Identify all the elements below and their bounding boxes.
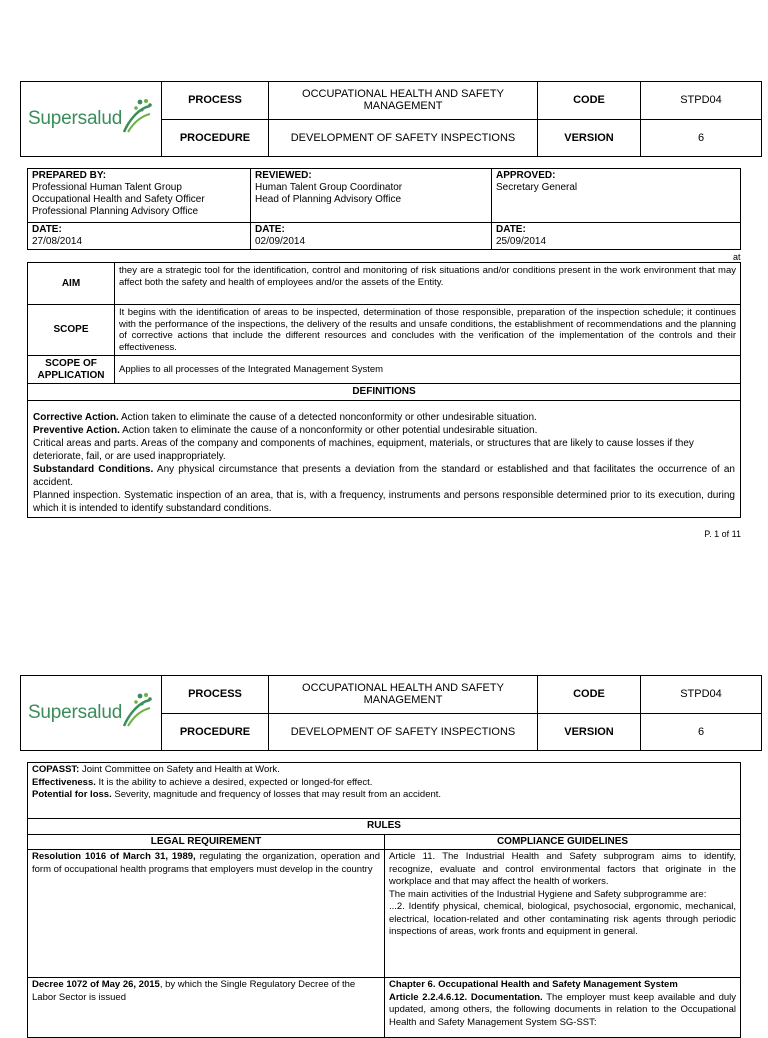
definition-critical: Critical areas and parts. Areas of the company and components of machines, equipment, materials, or structures that are likely to cause losses if they deteriorate, fail, or are used inappropriately. [33,437,694,462]
definition-substandard [33,463,735,489]
prepared-cell [28,169,251,223]
approved-line: Secretary General [496,182,578,193]
code-label: CODE [538,82,641,120]
definition-planned: Planned inspection. Systematic inspection of an area, that is, with a frequency, instruments and persons responsible determined prior to its execution, during which it is intended to identify substandard conditions. [33,489,735,514]
page-2-definitions [28,763,741,819]
definition-term: Preventive Action. [33,424,120,436]
compliance-guidelines-header: COMPLIANCE GUIDELINES [385,834,741,850]
process-value: OCCUPATIONAL HEALTH AND SAFETY MANAGEMENT [269,676,538,714]
procedure-label: PROCEDURE [162,119,269,157]
supersalud-logo-icon [120,690,154,730]
procedure-label: PROCEDURE [162,713,269,751]
logo-cell [21,82,162,157]
legal-requirement-title: Resolution 1016 of March 31, 1989, [32,851,196,862]
approved-date: 25/09/2014 [496,236,547,247]
logo-text: Supersalud [27,108,123,129]
reviewed-date-cell [251,223,492,250]
process-value: OCCUPATIONAL HEALTH AND SAFETY MANAGEMENT [269,82,538,120]
supersalud-logo-icon [120,96,154,136]
date-label: DATE: [32,224,62,235]
version-value: 6 [641,713,762,751]
definition-text: It is the ability to achieve a desired, expected or longed-for effect. [95,776,373,788]
prepared-line: Professional Human Talent Group [32,182,182,193]
aim-text: they are a strategic tool for the identification, control and monitoring of risk situations and/or conditions present in the work environment that may affect both the safety and health of employees and/or the assets of the Entity. [115,263,741,305]
document-header [20,81,762,157]
signature-table [27,168,741,250]
definition-text: Severity, magnitude and frequency of losses that may result from an accident. [111,789,442,800]
prepared-line: Professional Planning Advisory Office [32,206,199,217]
compliance-text: ...2. Identify physical, chemical, biological, psychosocial, ergonomic, mechanical, electrical, location-related and other contaminating risk agents through periodic inspections of areas, work fronts and equipment in general. [389,901,736,937]
legal-requirement-cell [28,978,385,1038]
definition-preventive [33,424,735,437]
legal-requirement-text: , by which the Single Regulatory Decree of the Labor Sector is issued [32,979,356,1003]
overflow-fragment: at [733,252,741,262]
approved-cell [492,169,741,223]
legal-requirement-text: regulating the organization, operation and form of occupational health programs that employers must develop in the country [32,851,380,875]
definition-term: Corrective Action. [33,411,119,423]
scope-text: It begins with the identification of areas to be inspected, determination of those responsible, preparation of the inspection schedule; it continues with the performance of the inspections, the delivery of the results and unsafe conditions, the establishment of recommendations and the planning of corrective actions that include the different resources and concludes with the verification of the implementation of the controls and their effectiveness. [115,305,741,356]
logo-text: Supersalud [27,702,123,723]
definitions-body [28,400,741,517]
reviewed-date: 02/09/2014 [255,236,306,247]
application-text: Applies to all processes of the Integrated Management System [115,356,741,384]
legal-requirement-title: Decree 1072 of May 26, 2015 [32,979,160,990]
definition-effectiveness [32,777,736,790]
compliance-text: Article 11. The Industrial Health and Safety subprogram aims to identify, recognize, evaluate and control environmental factors that originate in the workplace and that may affect the health of workers. [389,851,736,887]
definition-text: Action taken to eliminate the cause of a nonconformity or other potential undesirable situation. [119,424,538,436]
definition-term: Potential for loss. [32,789,112,800]
procedure-sections-table [27,262,741,518]
compliance-article-title: Article 2.2.4.6.12. Documentation. [389,991,543,1003]
legal-requirement-header: LEGAL REQUIREMENT [28,834,385,850]
reviewed-line: Head of Planning Advisory Office [255,194,402,205]
code-label: CODE [538,676,641,714]
compliance-guideline-cell [385,978,741,1038]
rules-label: RULES [28,819,741,835]
aim-label: AIM [28,263,115,305]
version-label: VERSION [538,119,641,157]
procedure-value: DEVELOPMENT OF SAFETY INSPECTIONS [269,119,538,157]
definition-text: Action taken to eliminate the cause of a detected nonconformity or other undesirable situation. [118,411,537,423]
approved-date-cell [492,223,741,250]
code-value: STPD04 [641,82,762,120]
process-label: PROCESS [162,676,269,714]
legal-requirement-cell [28,850,385,978]
prepared-label: PREPARED BY: [32,170,107,181]
prepared-date-cell [28,223,251,250]
definition-loss [32,789,736,802]
compliance-guideline-cell [385,850,741,978]
version-label: VERSION [538,713,641,751]
reviewed-line: Human Talent Group Coordinator [255,182,403,193]
date-label: DATE: [496,224,526,235]
prepared-date: 27/08/2014 [32,236,83,247]
definition-copasst [32,764,736,777]
approved-label: APPROVED: [496,170,556,181]
document-header-page-2 [20,675,762,751]
code-value: STPD04 [641,676,762,714]
definition-term: COPASST: [32,764,80,775]
compliance-chapter-title: Chapter 6. Occupational Health and Safety Management System [389,979,678,990]
date-label: DATE: [255,224,285,235]
page-2-body-table [27,762,741,1038]
prepared-line: Occupational Health and Safety Officer [32,194,205,205]
compliance-text: The main activities of the Industrial Hygiene and Safety subprogramme are: [389,888,707,900]
reviewed-label: REVIEWED: [255,170,312,181]
process-label: PROCESS [162,82,269,120]
definitions-label: DEFINITIONS [28,384,741,401]
definition-term: Substandard Conditions. [33,463,154,475]
logo-cell [21,676,162,751]
compliance-text: The employer must keep available and duly updated, among others, the following documents in relation to the Occupational Health and Safety Management System SG-SST: [389,991,736,1028]
definition-term: Effectiveness. [32,776,96,788]
page-number: P. 1 of 11 [704,529,741,539]
definition-text: Any physical circumstance that presents a deviation from the standard or established and that facilitates the occurrence of an accident. [33,463,735,488]
definition-text: Joint Committee on Safety and Health at Work. [79,764,280,775]
procedure-value: DEVELOPMENT OF SAFETY INSPECTIONS [269,713,538,751]
scope-label: SCOPE [28,305,115,356]
definition-corrective [33,411,735,424]
application-label: SCOPE OF APPLICATION [28,356,115,384]
reviewed-cell [251,169,492,223]
version-value: 6 [641,119,762,157]
